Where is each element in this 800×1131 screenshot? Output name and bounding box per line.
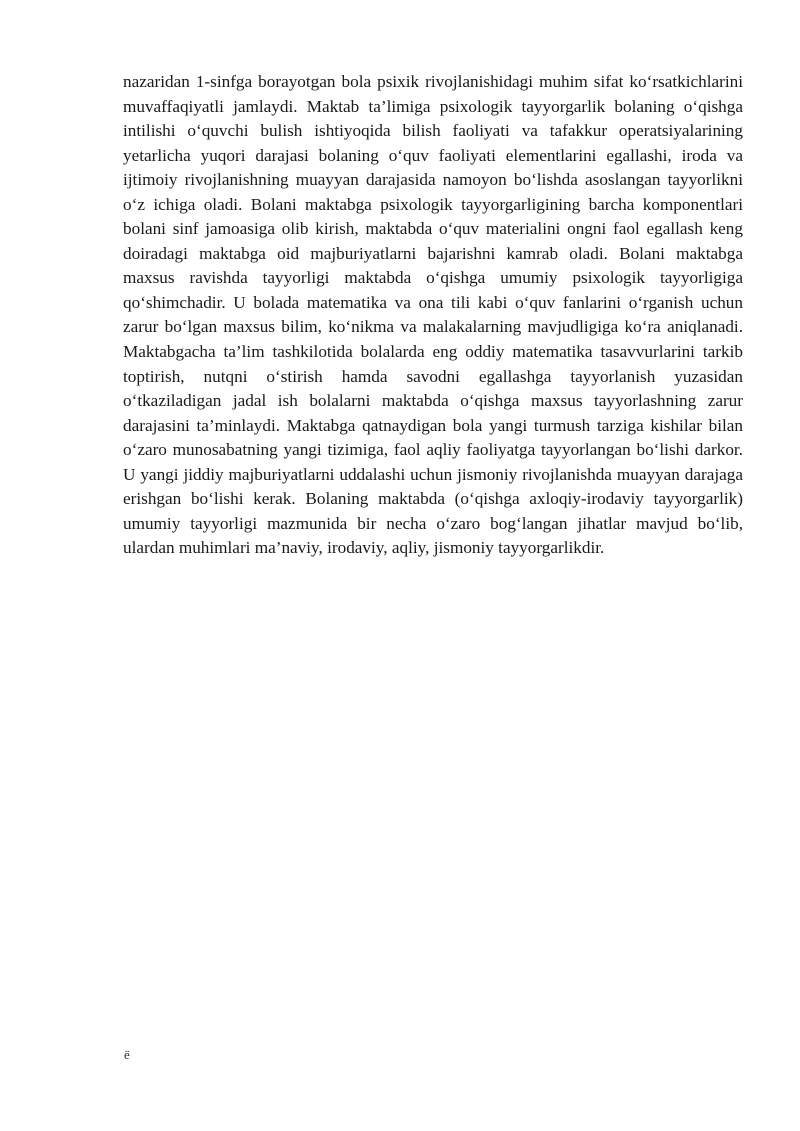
body-paragraph: nazaridan 1-sinfga borayotgan bola psixik rivojlanishidagi muhim sifat ko‘rsatkichlarini muvaffaqiyatli jamlaydi. Maktab ta’limiga psixologik tayyorgarlik bolaning o‘qishga intilishi o‘quvchi bulish ishtiyoqida bilish faoliyati va tafakkur operatsiyalarining yetarlicha yuqori darajasi bolaning o‘quv faoliyati elementlarini egallashi, iroda va ijtimoiy rivojlanishning muayyan darajasida namoyon bo‘lishda asoslangan tayyorlikni o‘z ichiga oladi. Bolani maktabga psixologik tayyorgarligining barcha komponentlari bolani sinf jamoasiga olib kirish, maktabda o‘quv materialini ongni faol egallash keng doiradagi maktabga oid majburiyatlarni bajarishni kamrab oladi. Bolani maktabga maxsus ravishda tayyorligi maktabda o‘qishga umumiy psixologik tayyorligiga qo‘shimchadir. U bolada matematika va ona tili kabi o‘quv fanlarini o‘rganish uchun zarur bo‘lgan maxsus bilim, ko‘nikma va malakalarning mavjudligiga ko‘ra aniqlanadi. Maktabgacha ta’lim tashkilotida bolalarda eng oddiy matematika tasavvurlarini tarkib toptirish, nutqni o‘stirish hamda savodni egallashga tayyorlanish yuzasidan o‘tkaziladigan jadal ish bolalarni maktabda o‘qishga maxsus tayyorlashning zarur darajasini ta’minlaydi. Maktabga qatnaydigan bola yangi turmush tarziga kishilar bilan o‘zaro munosabatning yangi tizimiga, faol aqliy faoliyatga tayyorlangan bo‘lishi darkor. U yangi jiddiy majburiyatlarni uddalashi uchun jismoniy rivojlanishda muayyan darajaga erishgan bo‘lishi kerak. Bolaning maktabda (o‘qishga axloqiy-irodaviy tayyorgarlik) umumiy tayyorligi mazmunida bir necha o‘zaro bog‘langan jihatlar mavjud bo‘lib, ulardan muhimlari ma’naviy, irodaviy, aqliy, jismoniy tayyorgarlikdir. <box>123 72 743 558</box>
footer-mark: ё <box>124 1047 130 1062</box>
